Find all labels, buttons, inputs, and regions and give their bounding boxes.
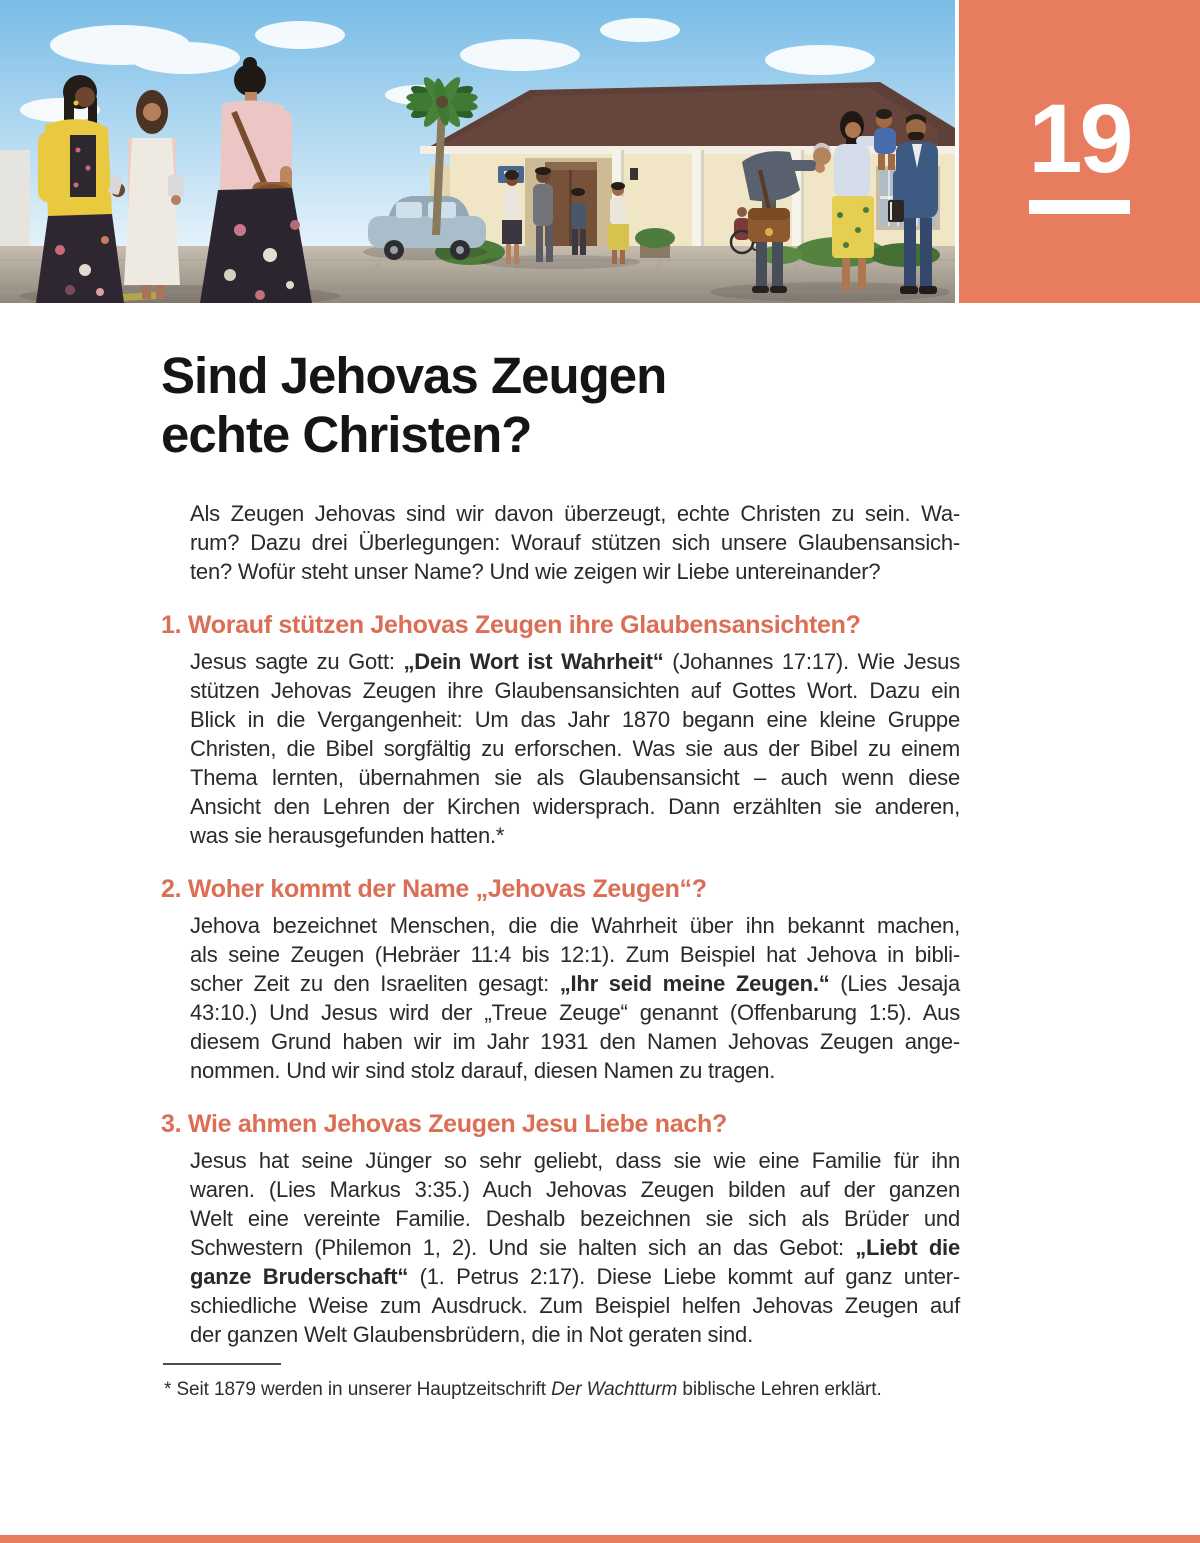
- text-line: ganze Bruderschaft“ (1. Petrus 2:17). Diese Liebe kommt auf ganz unter-: [190, 1264, 960, 1289]
- chapter-number-block: [959, 0, 1200, 303]
- kingdom-hall-building: [420, 82, 955, 258]
- text-line: Welt eine vereinte Familie. Deshalb bezeichnen sie sich als Brüder und: [190, 1206, 960, 1231]
- text-line: stützen Jehovas Zeugen ihre Glaubensansichten auf Gottes Wort. Dazu ein: [190, 678, 960, 703]
- section-paragraph: [190, 647, 960, 850]
- section-paragraph: [190, 911, 960, 1085]
- section-heading: 1. Worauf stützen Jehovas Zeugen ihre Glaubensansichten?: [161, 611, 861, 639]
- text-line: als seine Zeugen (Hebräer 11:4 bis 12:1). Zum Beispiel hat Jehova in bibli-: [190, 942, 960, 967]
- footnote-divider: [163, 1363, 281, 1365]
- page-title: [161, 346, 960, 464]
- chapter-underline: [1029, 200, 1130, 214]
- chapter-number: 19: [1028, 84, 1131, 193]
- page-title-line-2: echte Christen?: [161, 406, 532, 463]
- text-line: scher Zeit zu den Israeliten gesagt: „Ihr seid meine Zeugen.“ (Lies Jesaja: [190, 971, 961, 996]
- header-photo: [0, 0, 955, 303]
- intro-paragraph: [190, 499, 960, 586]
- text-line: Blick in die Vergangenheit: Um das Jahr 1870 begann eine kleine Gruppe: [190, 707, 960, 732]
- text-line: Ansicht den Lehren der Kirchen widersprach. Dann erzählten sie anderen,: [190, 794, 960, 819]
- section-heading: 3. Wie ahmen Jehovas Zeugen Jesu Liebe nach?: [161, 1110, 727, 1138]
- text-line: diesem Grund haben wir im Jahr 1931 den Namen Jehovas Zeugen ange-: [190, 1029, 960, 1054]
- text-line: 43:10.) Und Jesus wird der „Treue Zeuge“ genannt (Offenbarung 1:5). Aus: [190, 1000, 960, 1025]
- text-line: * Seit 1879 werden in unserer Hauptzeitschrift Der Wachtturm biblische Lehren erklärt.: [164, 1379, 882, 1400]
- text-line: rum? Dazu drei Überlegungen: Worauf stützen sich unsere Glaubensansich-: [190, 530, 960, 555]
- text-line: was sie herausgefunden hatten.*: [190, 823, 505, 848]
- sections: [161, 610, 960, 1349]
- article: [161, 346, 960, 1402]
- text-line: schiedliche Weise zum Ausdruck. Zum Beispiel helfen Jehovas Zeugen auf: [190, 1293, 960, 1318]
- text-line: nommen. Und wir sind stolz darauf, diesen Namen zu tragen.: [190, 1058, 776, 1083]
- header-photo-scene: [0, 0, 955, 303]
- text-line: Als Zeugen Jehovas sind wir davon überzeugt, echte Christen zu sein. Wa-: [190, 501, 960, 526]
- text-line: Jehova bezeichnet Menschen, die die Wahrheit über ihn bekannt machen,: [190, 913, 960, 938]
- text-line: der ganzen Welt Glaubensbrüdern, die in Not geraten sind.: [190, 1322, 753, 1347]
- text-line: Schwestern (Philemon 1, 2). Und sie halten sich an das Gebot: „Liebt die: [190, 1235, 961, 1260]
- text-line: Jesus hat seine Jünger so sehr geliebt, dass sie wie eine Familie für ihn: [190, 1148, 960, 1173]
- text-line: Jesus sagte zu Gott: „Dein Wort ist Wahrheit“ (Johannes 17:17). Wie Jesus: [190, 649, 960, 674]
- section-paragraph: [190, 1146, 960, 1349]
- section-heading: 2. Woher kommt der Name „Jehovas Zeugen“?: [161, 875, 707, 903]
- text-line: Thema lernten, übernahmen sie als Glaubensansicht – auch wenn diese: [190, 765, 960, 790]
- text-line: Christen, die Bibel sorgfältig zu erforschen. Was sie aus der Bibel zu einem: [190, 736, 960, 761]
- footnote: [164, 1377, 934, 1402]
- text-line: waren. (Lies Markus 3:35.) Auch Jehovas Zeugen bilden auf der ganzen: [190, 1177, 960, 1202]
- page-title-line-1: Sind Jehovas Zeugen: [161, 347, 667, 404]
- bottom-accent-bar: [0, 1535, 1200, 1543]
- text-line: ten? Wofür steht unser Name? Und wie zeigen wir Liebe untereinander?: [190, 559, 881, 584]
